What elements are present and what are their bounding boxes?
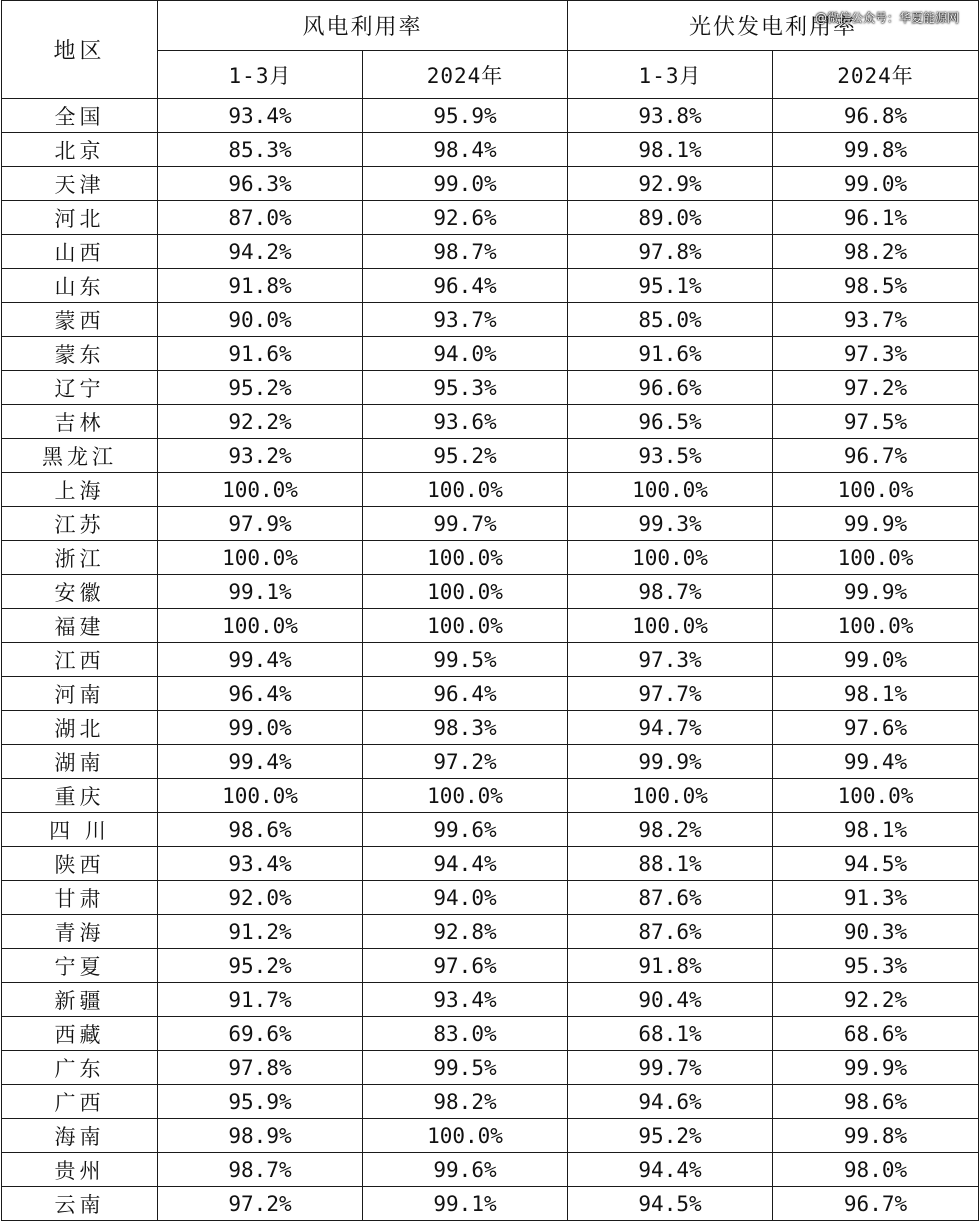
cell-region: 西藏	[2, 1017, 158, 1051]
cell-region: 上海	[2, 473, 158, 507]
cell-wind-q1: 99.0%	[158, 711, 363, 745]
cell-solar-q1: 100.0%	[568, 779, 773, 813]
cell-solar-2024: 98.2%	[773, 235, 979, 269]
cell-region: 宁夏	[2, 949, 158, 983]
cell-region: 福建	[2, 609, 158, 643]
cell-wind-2024: 99.5%	[363, 1051, 568, 1085]
watermark: @微信公众号：华夏能源网	[814, 11, 959, 25]
cell-solar-2024: 96.8%	[773, 99, 979, 133]
cell-solar-q1: 88.1%	[568, 847, 773, 881]
cell-wind-q1: 87.0%	[158, 201, 363, 235]
cell-solar-q1: 94.4%	[568, 1153, 773, 1187]
header-wind-2024: 2024年	[363, 51, 568, 99]
cell-solar-2024: 99.9%	[773, 507, 979, 541]
cell-solar-q1: 97.3%	[568, 643, 773, 677]
cell-wind-q1: 96.3%	[158, 167, 363, 201]
cell-wind-q1: 99.1%	[158, 575, 363, 609]
table-row	[2, 303, 979, 337]
cell-solar-q1: 97.8%	[568, 235, 773, 269]
table-row	[2, 711, 979, 745]
cell-wind-q1: 97.2%	[158, 1187, 363, 1221]
cell-solar-2024: 100.0%	[773, 541, 979, 575]
cell-solar-2024: 99.9%	[773, 1051, 979, 1085]
cell-region: 河南	[2, 677, 158, 711]
table-row	[2, 1153, 979, 1187]
cell-wind-2024: 92.8%	[363, 915, 568, 949]
table-row	[2, 1085, 979, 1119]
cell-wind-q1: 100.0%	[158, 473, 363, 507]
cell-wind-q1: 91.6%	[158, 337, 363, 371]
cell-wind-2024: 100.0%	[363, 473, 568, 507]
cell-solar-2024: 98.0%	[773, 1153, 979, 1187]
cell-wind-q1: 91.2%	[158, 915, 363, 949]
header-wind: 风电利用率	[158, 1, 568, 51]
table-row	[2, 507, 979, 541]
table-row	[2, 575, 979, 609]
cell-wind-q1: 94.2%	[158, 235, 363, 269]
cell-solar-q1: 91.6%	[568, 337, 773, 371]
cell-solar-2024: 96.1%	[773, 201, 979, 235]
cell-solar-q1: 96.6%	[568, 371, 773, 405]
cell-solar-2024: 97.2%	[773, 371, 979, 405]
table-row	[2, 949, 979, 983]
table-row	[2, 201, 979, 235]
cell-wind-2024: 100.0%	[363, 779, 568, 813]
cell-wind-q1: 91.8%	[158, 269, 363, 303]
cell-solar-2024: 97.5%	[773, 405, 979, 439]
cell-wind-q1: 90.0%	[158, 303, 363, 337]
table-row	[2, 1051, 979, 1085]
cell-wind-2024: 99.7%	[363, 507, 568, 541]
cell-solar-2024: 68.6%	[773, 1017, 979, 1051]
cell-wind-2024: 99.6%	[363, 813, 568, 847]
cell-wind-q1: 97.9%	[158, 507, 363, 541]
cell-wind-2024: 99.0%	[363, 167, 568, 201]
cell-solar-q1: 93.5%	[568, 439, 773, 473]
cell-wind-2024: 98.2%	[363, 1085, 568, 1119]
cell-region: 天津	[2, 167, 158, 201]
cell-region: 北京	[2, 133, 158, 167]
cell-solar-2024: 93.7%	[773, 303, 979, 337]
cell-region: 海南	[2, 1119, 158, 1153]
cell-solar-q1: 99.9%	[568, 745, 773, 779]
cell-wind-2024: 98.7%	[363, 235, 568, 269]
cell-wind-q1: 98.9%	[158, 1119, 363, 1153]
table-row	[2, 983, 979, 1017]
cell-region: 江西	[2, 643, 158, 677]
cell-region: 湖北	[2, 711, 158, 745]
cell-region: 湖南	[2, 745, 158, 779]
cell-solar-q1: 100.0%	[568, 541, 773, 575]
cell-solar-2024: 99.0%	[773, 643, 979, 677]
table-row	[2, 473, 979, 507]
cell-wind-2024: 100.0%	[363, 609, 568, 643]
cell-solar-2024: 99.8%	[773, 133, 979, 167]
cell-region: 蒙西	[2, 303, 158, 337]
cell-wind-q1: 85.3%	[158, 133, 363, 167]
cell-solar-q1: 100.0%	[568, 609, 773, 643]
cell-wind-2024: 95.3%	[363, 371, 568, 405]
cell-wind-2024: 83.0%	[363, 1017, 568, 1051]
cell-region: 全国	[2, 99, 158, 133]
cell-wind-2024: 98.3%	[363, 711, 568, 745]
cell-region: 蒙东	[2, 337, 158, 371]
cell-wind-q1: 91.7%	[158, 983, 363, 1017]
cell-solar-q1: 93.8%	[568, 99, 773, 133]
table-row	[2, 813, 979, 847]
table-row	[2, 133, 979, 167]
cell-wind-q1: 93.4%	[158, 847, 363, 881]
cell-region: 新疆	[2, 983, 158, 1017]
cell-solar-q1: 94.6%	[568, 1085, 773, 1119]
cell-solar-q1: 94.7%	[568, 711, 773, 745]
cell-wind-q1: 100.0%	[158, 609, 363, 643]
cell-region: 四 川	[2, 813, 158, 847]
table-row	[2, 1187, 979, 1221]
cell-solar-q1: 95.1%	[568, 269, 773, 303]
cell-region: 甘肃	[2, 881, 158, 915]
table-row	[2, 405, 979, 439]
table-row	[2, 609, 979, 643]
table-row	[2, 1119, 979, 1153]
cell-wind-q1: 99.4%	[158, 745, 363, 779]
cell-wind-2024: 95.2%	[363, 439, 568, 473]
cell-solar-q1: 98.2%	[568, 813, 773, 847]
cell-wind-q1: 100.0%	[158, 541, 363, 575]
cell-wind-2024: 95.9%	[363, 99, 568, 133]
cell-solar-2024: 98.6%	[773, 1085, 979, 1119]
header-solar-q1: 1-3月	[568, 51, 773, 99]
cell-wind-2024: 97.2%	[363, 745, 568, 779]
cell-solar-2024: 97.6%	[773, 711, 979, 745]
cell-region: 江苏	[2, 507, 158, 541]
cell-solar-2024: 98.5%	[773, 269, 979, 303]
cell-region: 贵州	[2, 1153, 158, 1187]
cell-wind-2024: 96.4%	[363, 677, 568, 711]
cell-wind-2024: 100.0%	[363, 575, 568, 609]
cell-wind-q1: 99.4%	[158, 643, 363, 677]
table-row	[2, 745, 979, 779]
cell-wind-q1: 93.4%	[158, 99, 363, 133]
cell-solar-2024: 96.7%	[773, 1187, 979, 1221]
cell-wind-q1: 98.6%	[158, 813, 363, 847]
cell-wind-2024: 99.5%	[363, 643, 568, 677]
table-row	[2, 371, 979, 405]
cell-wind-q1: 93.2%	[158, 439, 363, 473]
cell-solar-2024: 99.4%	[773, 745, 979, 779]
cell-solar-q1: 92.9%	[568, 167, 773, 201]
cell-solar-2024: 95.3%	[773, 949, 979, 983]
header-wind-q1: 1-3月	[158, 51, 363, 99]
cell-wind-2024: 94.0%	[363, 881, 568, 915]
cell-wind-q1: 95.9%	[158, 1085, 363, 1119]
cell-wind-2024: 100.0%	[363, 541, 568, 575]
header-solar: 光伏发电利用率	[568, 1, 979, 51]
cell-solar-2024: 90.3%	[773, 915, 979, 949]
table-row	[2, 99, 979, 133]
cell-solar-q1: 90.4%	[568, 983, 773, 1017]
cell-solar-2024: 98.1%	[773, 813, 979, 847]
cell-solar-2024: 96.7%	[773, 439, 979, 473]
cell-solar-2024: 99.8%	[773, 1119, 979, 1153]
cell-region: 重庆	[2, 779, 158, 813]
table-row	[2, 541, 979, 575]
cell-wind-q1: 98.7%	[158, 1153, 363, 1187]
cell-solar-q1: 89.0%	[568, 201, 773, 235]
cell-region: 黑龙江	[2, 439, 158, 473]
cell-region: 青海	[2, 915, 158, 949]
cell-solar-2024: 91.3%	[773, 881, 979, 915]
cell-solar-q1: 100.0%	[568, 473, 773, 507]
cell-wind-q1: 95.2%	[158, 949, 363, 983]
table-row	[2, 915, 979, 949]
cell-region: 吉林	[2, 405, 158, 439]
cell-wind-2024: 93.6%	[363, 405, 568, 439]
table-row	[2, 881, 979, 915]
cell-wind-2024: 92.6%	[363, 201, 568, 235]
cell-solar-2024: 94.5%	[773, 847, 979, 881]
cell-region: 广东	[2, 1051, 158, 1085]
table-row	[2, 167, 979, 201]
cell-region: 云南	[2, 1187, 158, 1221]
cell-wind-2024: 99.6%	[363, 1153, 568, 1187]
table-row	[2, 643, 979, 677]
cell-wind-q1: 92.2%	[158, 405, 363, 439]
cell-region: 山西	[2, 235, 158, 269]
cell-wind-q1: 97.8%	[158, 1051, 363, 1085]
cell-solar-q1: 95.2%	[568, 1119, 773, 1153]
cell-solar-2024: 99.0%	[773, 167, 979, 201]
cell-wind-2024: 93.7%	[363, 303, 568, 337]
cell-solar-2024: 99.9%	[773, 575, 979, 609]
cell-region: 浙江	[2, 541, 158, 575]
cell-solar-2024: 100.0%	[773, 609, 979, 643]
cell-region: 河北	[2, 201, 158, 235]
cell-wind-q1: 69.6%	[158, 1017, 363, 1051]
cell-wind-2024: 94.0%	[363, 337, 568, 371]
cell-solar-q1: 98.7%	[568, 575, 773, 609]
cell-wind-2024: 99.1%	[363, 1187, 568, 1221]
table-row	[2, 847, 979, 881]
cell-solar-q1: 99.7%	[568, 1051, 773, 1085]
header-solar-2024: 2024年	[773, 51, 979, 99]
cell-region: 山东	[2, 269, 158, 303]
cell-solar-2024: 100.0%	[773, 473, 979, 507]
cell-wind-2024: 100.0%	[363, 1119, 568, 1153]
table-row	[2, 337, 979, 371]
cell-solar-q1: 87.6%	[568, 881, 773, 915]
cell-solar-q1: 97.7%	[568, 677, 773, 711]
cell-wind-2024: 93.4%	[363, 983, 568, 1017]
cell-region: 陕西	[2, 847, 158, 881]
cell-solar-q1: 99.3%	[568, 507, 773, 541]
cell-region: 辽宁	[2, 371, 158, 405]
table-row	[2, 779, 979, 813]
cell-solar-q1: 98.1%	[568, 133, 773, 167]
cell-wind-2024: 94.4%	[363, 847, 568, 881]
cell-region: 广西	[2, 1085, 158, 1119]
cell-wind-q1: 92.0%	[158, 881, 363, 915]
cell-solar-q1: 68.1%	[568, 1017, 773, 1051]
cell-solar-2024: 97.3%	[773, 337, 979, 371]
table-row	[2, 677, 979, 711]
cell-region: 安徽	[2, 575, 158, 609]
table-row	[2, 235, 979, 269]
cell-solar-q1: 85.0%	[568, 303, 773, 337]
cell-wind-q1: 100.0%	[158, 779, 363, 813]
cell-solar-q1: 87.6%	[568, 915, 773, 949]
header-region: 地区	[2, 1, 158, 99]
table-row	[2, 1017, 979, 1051]
cell-wind-q1: 96.4%	[158, 677, 363, 711]
cell-solar-2024: 92.2%	[773, 983, 979, 1017]
table-body	[2, 99, 979, 1221]
utilization-table	[1, 0, 979, 1221]
cell-wind-2024: 98.4%	[363, 133, 568, 167]
table-row	[2, 439, 979, 473]
cell-solar-q1: 91.8%	[568, 949, 773, 983]
cell-solar-2024: 100.0%	[773, 779, 979, 813]
cell-wind-2024: 97.6%	[363, 949, 568, 983]
cell-wind-q1: 95.2%	[158, 371, 363, 405]
table-row	[2, 269, 979, 303]
cell-solar-2024: 98.1%	[773, 677, 979, 711]
cell-solar-q1: 96.5%	[568, 405, 773, 439]
cell-solar-q1: 94.5%	[568, 1187, 773, 1221]
cell-wind-2024: 96.4%	[363, 269, 568, 303]
